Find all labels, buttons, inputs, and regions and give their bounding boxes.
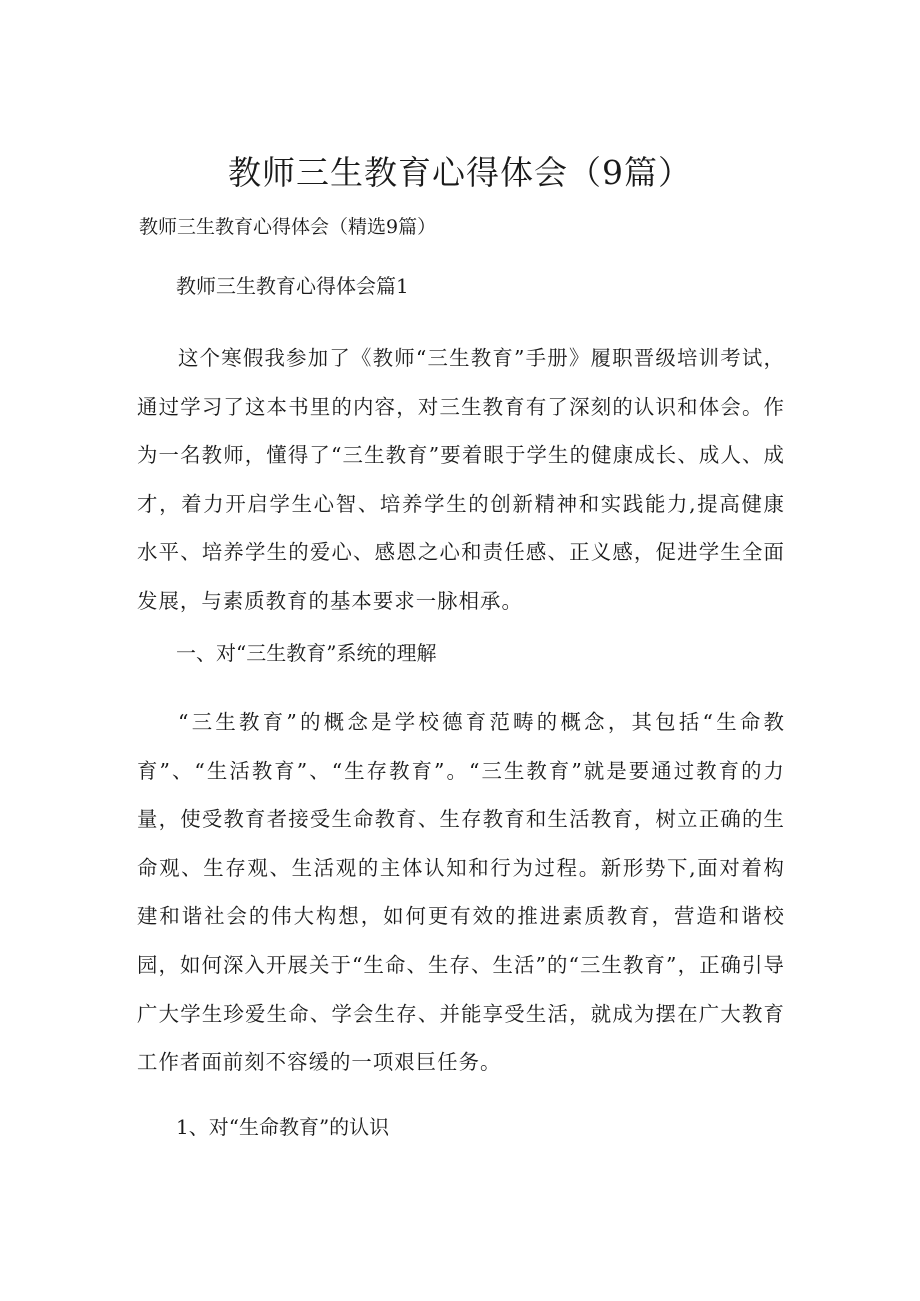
chapter-heading: 教师三生教育心得体会篇1 — [176, 274, 409, 298]
body-paragraph-1: 这个寒假我参加了《教师“三生教育”手册》履职晋级培训考试，通过学习了这本书里的内容，对三生教育有了深刻的认识和体会。作为一名教师，懂得了“三生教育”要着眼于学生的健康成长、成人、成才，着力开启学生心智、培养学生的创新精神和实践能力,提高健康水平、培养学生的爱心、感恩之心和责任感、正义感，促进学生全面发展，与素质教育的基本要求一脉相承。 — [137, 346, 785, 613]
subsection-heading-1: 1、对“生命教育”的认识 — [176, 1115, 390, 1139]
document-title: 教师三生教育心得体会（9篇） — [228, 153, 692, 192]
document-subtitle: 教师三生教育心得体会（精选9篇） — [139, 216, 437, 238]
body-paragraph-2: “三生教育”的概念是学校德育范畴的概念，其包括“生命教育”、“生活教育”、“生存教育”。“三生教育”就是要通过教育的力量，使受教育者接受生命教育、生存教育和生活教育，树立正确的生命观、生存观、生活观的主体认知和行为过程。新形势下,面对着构建和谐社会的伟大构想，如何更有效的推进素质教育，营造和谐校园，如何深入开展关于“生命、生存、生活”的“三生教育”，正确引导广大学生珍爱生命、学会生存、并能享受生活，就成为摆在广大教育工作者面前刻不容缓的一项艰巨任务。 — [137, 710, 785, 1075]
section-heading-1: 一、对“三生教育”系统的理解 — [176, 641, 437, 665]
